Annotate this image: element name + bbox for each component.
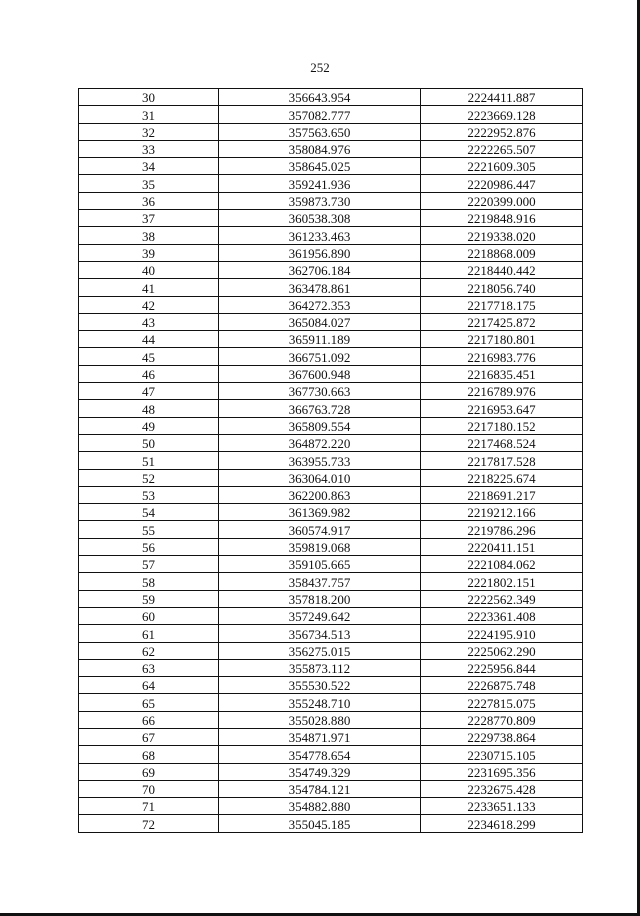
point-index-cell: 65	[79, 694, 219, 711]
page-number: 252	[310, 60, 330, 75]
point-index-cell: 30	[79, 89, 219, 106]
table-row	[79, 261, 583, 278]
x-coordinate-cell: 357249.642	[219, 607, 421, 624]
x-coordinate-cell: 366751.092	[219, 348, 421, 365]
point-index-cell: 50	[79, 434, 219, 451]
x-coordinate-cell: 364272.353	[219, 296, 421, 313]
x-coordinate-cell: 361369.982	[219, 504, 421, 521]
y-coordinate-cell: 2224195.910	[421, 625, 583, 642]
point-index-cell: 58	[79, 573, 219, 590]
point-index-cell: 44	[79, 331, 219, 348]
x-coordinate-cell: 354778.654	[219, 746, 421, 763]
x-coordinate-cell: 363478.861	[219, 279, 421, 296]
table-row	[79, 348, 583, 365]
y-coordinate-cell: 2229738.864	[421, 728, 583, 745]
x-coordinate-cell: 354882.880	[219, 798, 421, 815]
x-coordinate-cell: 365084.027	[219, 313, 421, 330]
y-coordinate-cell: 2217425.872	[421, 313, 583, 330]
point-index-cell: 53	[79, 486, 219, 503]
x-coordinate-cell: 356734.513	[219, 625, 421, 642]
table-row	[79, 313, 583, 330]
point-index-cell: 66	[79, 711, 219, 728]
x-coordinate-cell: 367600.948	[219, 365, 421, 382]
table-row	[79, 573, 583, 590]
table-row	[79, 279, 583, 296]
y-coordinate-cell: 2219338.020	[421, 227, 583, 244]
table-row	[79, 434, 583, 451]
x-coordinate-cell: 357082.777	[219, 106, 421, 123]
x-coordinate-cell: 359819.068	[219, 538, 421, 555]
table-row	[79, 106, 583, 123]
table-row	[79, 538, 583, 555]
y-coordinate-cell: 2216789.976	[421, 383, 583, 400]
x-coordinate-cell: 359241.936	[219, 175, 421, 192]
table-row	[79, 244, 583, 261]
point-index-cell: 54	[79, 504, 219, 521]
table-row	[79, 383, 583, 400]
x-coordinate-cell: 365809.554	[219, 417, 421, 434]
table-row	[79, 175, 583, 192]
table-row	[79, 210, 583, 227]
x-coordinate-cell: 366763.728	[219, 400, 421, 417]
point-index-cell: 37	[79, 210, 219, 227]
y-coordinate-cell: 2223669.128	[421, 106, 583, 123]
y-coordinate-cell: 2219786.296	[421, 521, 583, 538]
table-row	[79, 659, 583, 676]
y-coordinate-cell: 2216983.776	[421, 348, 583, 365]
y-coordinate-cell: 2227815.075	[421, 694, 583, 711]
x-coordinate-cell: 355873.112	[219, 659, 421, 676]
point-index-cell: 68	[79, 746, 219, 763]
table-row	[79, 607, 583, 624]
x-coordinate-cell: 361233.463	[219, 227, 421, 244]
table-row	[79, 365, 583, 382]
table-row	[79, 711, 583, 728]
y-coordinate-cell: 2218691.217	[421, 486, 583, 503]
table-row	[79, 677, 583, 694]
point-index-cell: 46	[79, 365, 219, 382]
table-row	[79, 521, 583, 538]
x-coordinate-cell: 363955.733	[219, 452, 421, 469]
y-coordinate-cell: 2225956.844	[421, 659, 583, 676]
x-coordinate-cell: 358084.976	[219, 140, 421, 157]
y-coordinate-cell: 2218868.009	[421, 244, 583, 261]
point-index-cell: 42	[79, 296, 219, 313]
point-index-cell: 59	[79, 590, 219, 607]
point-index-cell: 60	[79, 607, 219, 624]
y-coordinate-cell: 2234618.299	[421, 815, 583, 832]
x-coordinate-cell: 367730.663	[219, 383, 421, 400]
point-index-cell: 56	[79, 538, 219, 555]
x-coordinate-cell: 356643.954	[219, 89, 421, 106]
y-coordinate-cell: 2225062.290	[421, 642, 583, 659]
point-index-cell: 32	[79, 123, 219, 140]
x-coordinate-cell: 363064.010	[219, 469, 421, 486]
table-row	[79, 694, 583, 711]
point-index-cell: 39	[79, 244, 219, 261]
point-index-cell: 31	[79, 106, 219, 123]
y-coordinate-cell: 2222265.507	[421, 140, 583, 157]
point-index-cell: 72	[79, 815, 219, 832]
y-coordinate-cell: 2217718.175	[421, 296, 583, 313]
y-coordinate-cell: 2216953.647	[421, 400, 583, 417]
y-coordinate-cell: 2220986.447	[421, 175, 583, 192]
table-row	[79, 780, 583, 797]
table-row	[79, 486, 583, 503]
table-row	[79, 815, 583, 832]
x-coordinate-cell: 360538.308	[219, 210, 421, 227]
table-row	[79, 625, 583, 642]
y-coordinate-cell: 2232675.428	[421, 780, 583, 797]
y-coordinate-cell: 2223361.408	[421, 607, 583, 624]
x-coordinate-cell: 357563.650	[219, 123, 421, 140]
point-index-cell: 51	[79, 452, 219, 469]
x-coordinate-cell: 365911.189	[219, 331, 421, 348]
y-coordinate-cell: 2220411.151	[421, 538, 583, 555]
x-coordinate-cell: 354784.121	[219, 780, 421, 797]
x-coordinate-cell: 354749.329	[219, 763, 421, 780]
y-coordinate-cell: 2218440.442	[421, 261, 583, 278]
point-index-cell: 41	[79, 279, 219, 296]
table-row	[79, 798, 583, 815]
x-coordinate-cell: 358437.757	[219, 573, 421, 590]
y-coordinate-cell: 2228770.809	[421, 711, 583, 728]
point-index-cell: 43	[79, 313, 219, 330]
table-row	[79, 556, 583, 573]
point-index-cell: 71	[79, 798, 219, 815]
x-coordinate-cell: 364872.220	[219, 434, 421, 451]
y-coordinate-cell: 2230715.105	[421, 746, 583, 763]
table-row	[79, 123, 583, 140]
y-coordinate-cell: 2220399.000	[421, 192, 583, 209]
x-coordinate-cell: 355028.880	[219, 711, 421, 728]
coordinates-table	[78, 88, 583, 833]
y-coordinate-cell: 2233651.133	[421, 798, 583, 815]
x-coordinate-cell: 358645.025	[219, 158, 421, 175]
table-row	[79, 763, 583, 780]
y-coordinate-cell: 2221609.305	[421, 158, 583, 175]
y-coordinate-cell: 2221084.062	[421, 556, 583, 573]
point-index-cell: 36	[79, 192, 219, 209]
table-row	[79, 417, 583, 434]
y-coordinate-cell: 2218056.740	[421, 279, 583, 296]
point-index-cell: 45	[79, 348, 219, 365]
table-row	[79, 746, 583, 763]
coordinates-table-body	[79, 89, 583, 833]
point-index-cell: 64	[79, 677, 219, 694]
point-index-cell: 47	[79, 383, 219, 400]
point-index-cell: 33	[79, 140, 219, 157]
table-row	[79, 590, 583, 607]
x-coordinate-cell: 355530.522	[219, 677, 421, 694]
y-coordinate-cell: 2222562.349	[421, 590, 583, 607]
x-coordinate-cell: 357818.200	[219, 590, 421, 607]
y-coordinate-cell: 2231695.356	[421, 763, 583, 780]
point-index-cell: 40	[79, 261, 219, 278]
x-coordinate-cell: 354871.971	[219, 728, 421, 745]
point-index-cell: 48	[79, 400, 219, 417]
y-coordinate-cell: 2222952.876	[421, 123, 583, 140]
table-row	[79, 296, 583, 313]
point-index-cell: 62	[79, 642, 219, 659]
table-row	[79, 452, 583, 469]
point-index-cell: 49	[79, 417, 219, 434]
x-coordinate-cell: 362706.184	[219, 261, 421, 278]
y-coordinate-cell: 2217180.152	[421, 417, 583, 434]
x-coordinate-cell: 361956.890	[219, 244, 421, 261]
table-row	[79, 728, 583, 745]
point-index-cell: 52	[79, 469, 219, 486]
x-coordinate-cell: 355248.710	[219, 694, 421, 711]
point-index-cell: 34	[79, 158, 219, 175]
table-row	[79, 140, 583, 157]
point-index-cell: 61	[79, 625, 219, 642]
point-index-cell: 63	[79, 659, 219, 676]
x-coordinate-cell: 362200.863	[219, 486, 421, 503]
point-index-cell: 67	[79, 728, 219, 745]
table-row	[79, 192, 583, 209]
y-coordinate-cell: 2219848.916	[421, 210, 583, 227]
point-index-cell: 70	[79, 780, 219, 797]
x-coordinate-cell: 355045.185	[219, 815, 421, 832]
y-coordinate-cell: 2221802.151	[421, 573, 583, 590]
x-coordinate-cell: 356275.015	[219, 642, 421, 659]
table-row	[79, 469, 583, 486]
table-row	[79, 331, 583, 348]
table-row	[79, 89, 583, 106]
point-index-cell: 69	[79, 763, 219, 780]
point-index-cell: 57	[79, 556, 219, 573]
point-index-cell: 35	[79, 175, 219, 192]
y-coordinate-cell: 2217180.801	[421, 331, 583, 348]
y-coordinate-cell: 2216835.451	[421, 365, 583, 382]
table-row	[79, 400, 583, 417]
x-coordinate-cell: 359105.665	[219, 556, 421, 573]
x-coordinate-cell: 360574.917	[219, 521, 421, 538]
point-index-cell: 55	[79, 521, 219, 538]
y-coordinate-cell: 2226875.748	[421, 677, 583, 694]
y-coordinate-cell: 2219212.166	[421, 504, 583, 521]
table-row	[79, 158, 583, 175]
y-coordinate-cell: 2218225.674	[421, 469, 583, 486]
y-coordinate-cell: 2217817.528	[421, 452, 583, 469]
y-coordinate-cell: 2224411.887	[421, 89, 583, 106]
table-row	[79, 504, 583, 521]
point-index-cell: 38	[79, 227, 219, 244]
table-row	[79, 642, 583, 659]
y-coordinate-cell: 2217468.524	[421, 434, 583, 451]
table-row	[79, 227, 583, 244]
x-coordinate-cell: 359873.730	[219, 192, 421, 209]
